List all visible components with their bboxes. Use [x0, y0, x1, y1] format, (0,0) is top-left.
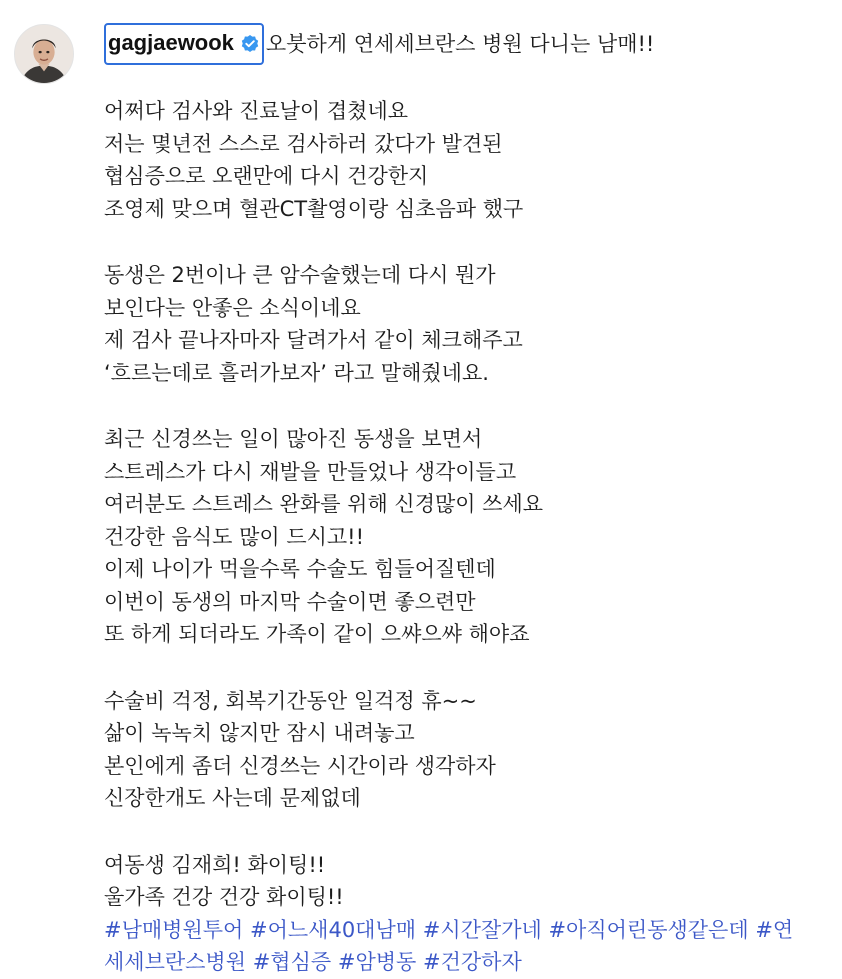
username-focus-box[interactable]	[104, 23, 264, 65]
caption-line: 최근 신경쓰는 일이 많아진 동생을 보면서	[104, 427, 483, 451]
caption-paragraph-2	[104, 259, 834, 389]
caption-line: 제 검사 끝나자마자 달려가서 같이 체크해주고	[104, 328, 523, 352]
caption-line: 스트레스가 다시 재발을 만들었나 생각이들고	[104, 459, 517, 484]
hashtag-link[interactable]: #어느새40대남매	[250, 917, 417, 942]
hashtag-link[interactable]: #남매병원투어	[104, 917, 244, 942]
hashtag-link[interactable]: #연	[755, 917, 794, 942]
hashtag-link[interactable]: #시간잘가네	[422, 917, 542, 942]
post-caption	[104, 23, 834, 979]
profile-photo-icon[interactable]	[14, 24, 74, 84]
caption-line: 본인에게 좀더 신경쓰는 시간이라 생각하자	[104, 753, 496, 778]
caption-paragraph-1	[104, 95, 834, 225]
caption-first-line: 오붓하게 연세세브란스 병원 다니는 남매!!	[265, 31, 655, 56]
caption-line: 울가족 건강 건강 화이팅!!	[104, 885, 344, 909]
caption-line: 협심증으로 오랜만에 다시 건강한지	[104, 164, 429, 188]
caption-line: 삶이 녹녹치 않지만 잠시 내려놓고	[104, 721, 415, 745]
caption-line: ‘흐르는데로 흘러가보자’ 라고 말해줬네요.	[104, 360, 489, 385]
caption-paragraph-4	[104, 685, 834, 815]
caption-line: 동생은 2번이나 큰 암수술했는데 다시 뭔가	[104, 263, 496, 287]
caption-line: 건강한 음식도 많이 드시고!!	[104, 524, 365, 549]
caption-line: 신장한개도 사는데 문제없데	[104, 786, 361, 810]
hashtag-link[interactable]: #협심증	[252, 950, 332, 974]
hashtag-line	[104, 914, 834, 947]
hashtag-link[interactable]: #암병동	[337, 950, 417, 974]
caption-line: 수술비 걱정, 회복기간동안 일걱정 휴~~	[104, 688, 477, 713]
caption-paragraph-5	[104, 849, 834, 979]
caption-line: 여러분도 스트레스 완화를 위해 신경많이 쓰세요	[104, 492, 544, 516]
caption-line: 조영제 맞으며 혈관CT촬영이랑 심초음파 했구	[104, 196, 524, 221]
hashtag-line	[104, 946, 834, 979]
caption-line: 어쩌다 검사와 진료날이 겹쳤네요	[104, 99, 409, 123]
caption-line: 이제 나이가 먹을수록 수술도 힘들어질텐데	[104, 557, 496, 581]
username-link[interactable]: gagjaewook	[108, 30, 234, 56]
caption-line: 이번이 동생의 마지막 수술이면 좋으련만	[104, 589, 476, 614]
caption-line: 보인다는 안좋은 소식이네요	[104, 295, 361, 320]
hashtag-link[interactable]: #아직어린동생같은데	[548, 917, 749, 942]
caption-paragraph-3	[104, 423, 834, 651]
caption-line: 저는 몇년전 스스로 검사하러 갔다가 발견된	[104, 131, 503, 156]
verified-badge-icon	[240, 34, 260, 54]
hashtag-link[interactable]: 세세브란스병원	[104, 950, 247, 974]
caption-line: 또 하게 되더라도 가족이 같이 으쌰으쌰 해야죠	[104, 622, 530, 646]
hashtag-link[interactable]: #건강하자	[423, 950, 522, 974]
caption-line: 여동생 김재희! 화이팅!!	[104, 852, 326, 877]
caption-header	[104, 23, 834, 65]
